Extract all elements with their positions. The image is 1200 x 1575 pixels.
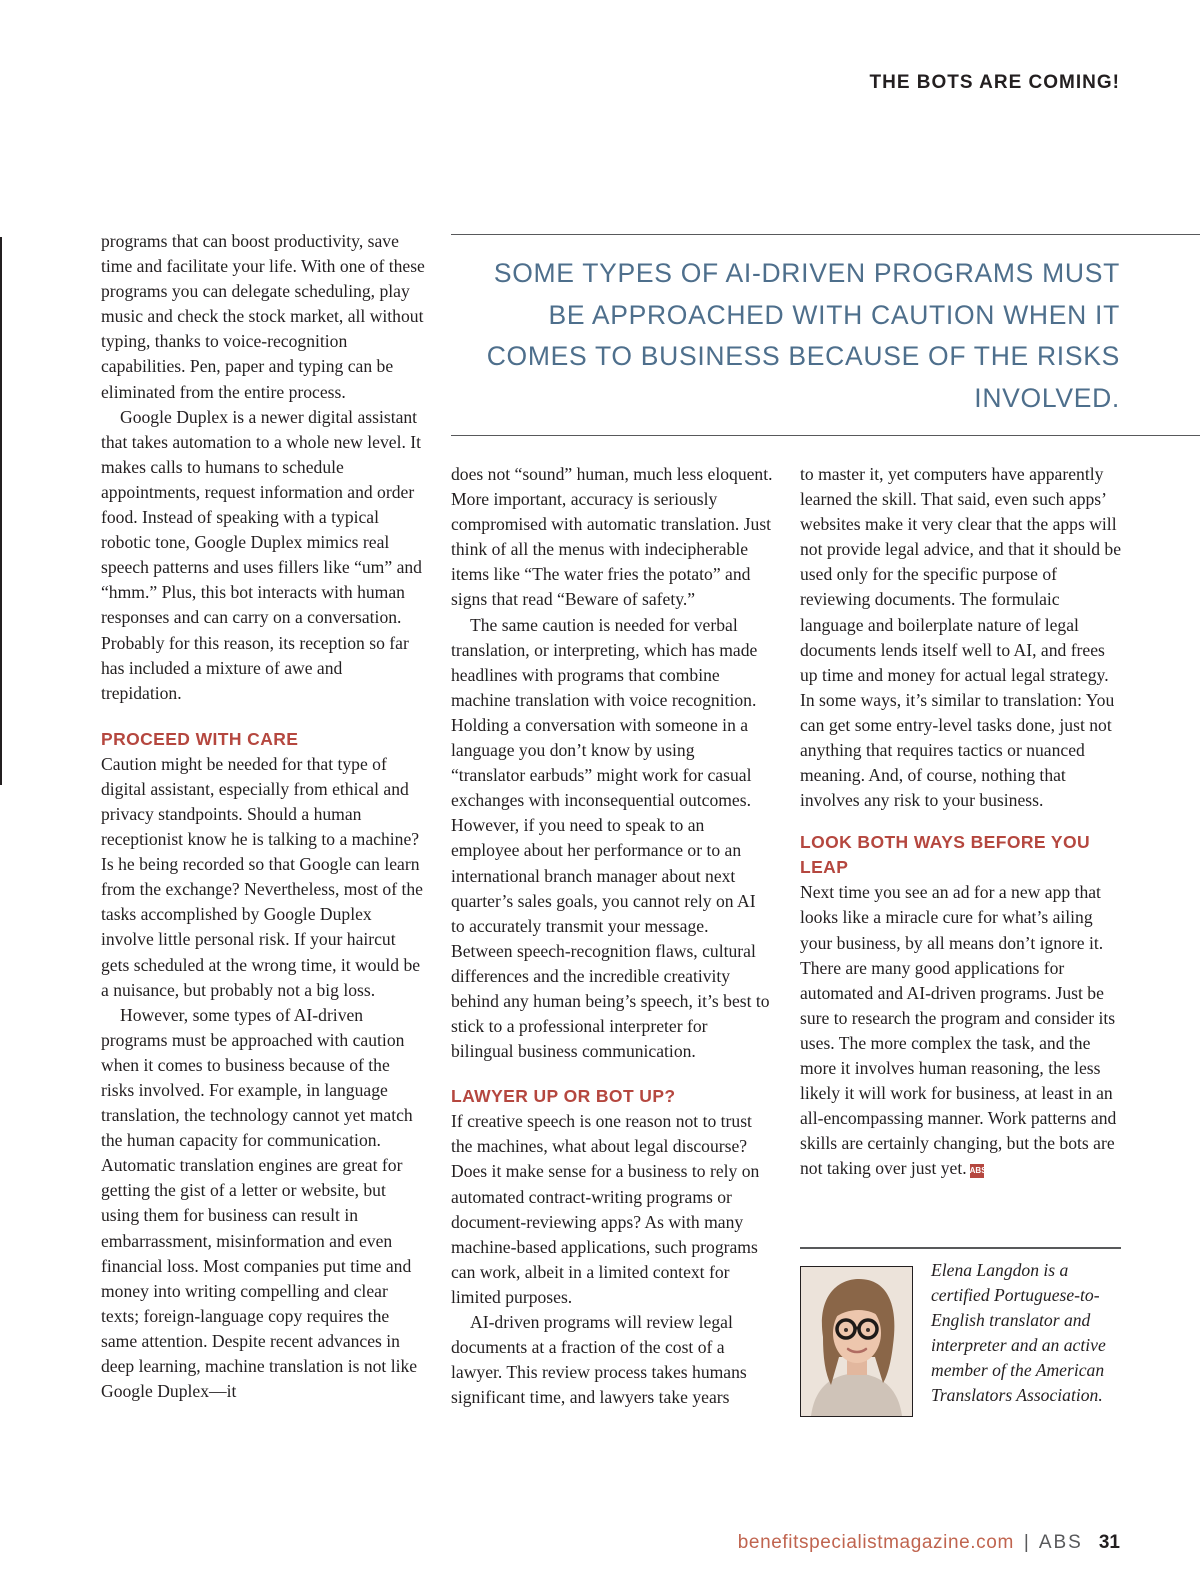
- footer-website: benefitspecialistmagazine.com: [737, 1532, 1014, 1553]
- body-paragraph: Google Duplex is a newer digital assistant that takes automation to a whole new level. It makes calls to humans to schedule appointments, request information and order food. Instead of speaking with a typical robotic tone, Google Duplex mimics real speech patterns and uses fillers like “um” and “hmm.” Plus, this bot interacts with human responses and can carry on a conversation. Probably for this reason, its reception so far has included a mixture of awe and trepidation.: [101, 406, 422, 703]
- article-column-1: [101, 229, 426, 1404]
- running-head: THE BOTS ARE COMING!: [869, 72, 1120, 93]
- body-paragraph: does not “sound” human, much less eloquent. More important, accuracy is seriously compromised with automatic translation. Just think of all the menus with indecipherable items like “The water fries the potato” and signs that read “Beware of safety.”: [451, 464, 773, 610]
- body-paragraph: However, some types of AI-driven programs must be approached with caution when it comes to business because of the risks involved. For example, in language translation, the technology cannot yet match the human capacity for communication. Automatic translation engines are great for getting the gist of a letter or website, but using them for business can result in embarrassment, misinformation and even financial loss. Most companies put time and money into writing compelling and clear texts; foreign-language copy requires the same attention. Despite recent advances in deep learning, machine translation is not like Google Duplex—it: [101, 1004, 418, 1402]
- footer-separator: |: [1023, 1532, 1029, 1553]
- article-column-2: [451, 462, 773, 1410]
- section-heading-look-both-ways: LOOK BOTH WAYS BEFORE YOU LEAP: [800, 832, 1091, 878]
- body-paragraph: If creative speech is one reason not to trust the machines, what about legal discourse? Does it make sense for a business to rely on automated contract-writing programs or document-reviewing apps? As with many machine-based applications, such programs can work, albeit in a limited context for limited purposes.: [451, 1111, 760, 1307]
- body-paragraph: to master it, yet computers have apparently learned the skill. That said, even such apps’ websites make it very clear that the apps will not provide legal advice, and that it should be used only for the specific purpose of reviewing documents. The formulaic language and boilerplate nature of legal documents lends itself well to AI, and frees up time and money for actual legal strategy. In some ways, it’s similar to translation: You can get some entry-level tasks done, just not anything that requires tactics or nuanced meaning. And, of course, nothing that involves any risk to your business.: [800, 464, 1122, 811]
- bio-rule: [800, 1247, 1121, 1249]
- pull-quote: SOME TYPES OF AI-DRIVEN PROGRAMS MUST BE APPROACHED WITH CAUTION WHEN IT COMES TO BUSINESS BECAUSE OF THE RISKS INVOLVED.: [486, 258, 1120, 413]
- footer-magazine: ABS: [1038, 1532, 1083, 1553]
- section-heading-proceed-with-care: PROCEED WITH CARE: [101, 728, 299, 749]
- body-paragraph: The same caution is needed for verbal translation, or interpreting, which has made headlines with programs that combine machine translation with voice recognition. Holding a conversation with someone in a language you don’t know by using “translator earbuds” might work for casual exchanges with inconsequential outcomes. However, if you need to speak to an employee about her performance or to an international branch manager about next quarter’s sales goals, you cannot rely on AI to accurately transmit your message. Between speech-recognition flaws, cultural differences and the incredible creativity behind any human being’s speech, it’s best to stick to a professional interpreter for bilingual business communication.: [451, 614, 770, 1062]
- pull-quote-top-rule: [451, 234, 1200, 235]
- body-paragraph: [800, 880, 1122, 1181]
- author-bio: Elena Langdon is a certified Portuguese-to-English translator and interpreter and an active member of the American Translators Association.: [931, 1260, 1106, 1405]
- closing-paragraph-text: Next time you see an ad for a new app that looks like a miracle cure for what’s ailing your business, by all means don’t ignore it. There are many good applications for automated and AI-driven programs. Just be sure to research the program and consider its uses. The more complex the task, and the more it involves human reasoning, the less likely it will work for business, at least in an all-encompassing manner. Work patterns and skills are certainly changing, but the bots are not taking over just yet.: [800, 882, 1117, 1179]
- body-paragraph: AI-driven programs will review legal documents at a fraction of the cost of a lawyer. This review process takes humans significant time, and lawyers take years: [451, 1312, 747, 1408]
- page-number: 31: [1098, 1532, 1120, 1553]
- author-portrait-icon: [801, 1267, 912, 1416]
- article-column-3: [800, 462, 1122, 1181]
- page-footer: [738, 1532, 1120, 1554]
- section-heading-lawyer-up: LAWYER UP OR BOT UP?: [451, 1086, 676, 1107]
- margin-rule: [0, 237, 2, 785]
- body-paragraph: Caution might be needed for that type of digital assistant, especially from ethical and privacy standpoints. Should a human receptionist know he is talking to a machine? Is he being recorded so that Google can learn from the exchange? Nevertheless, most of the tasks accomplished by Google Duplex involve little personal risk. If your haircut gets scheduled at the wrong time, it would be a nuisance, but probably not a big loss.: [101, 753, 423, 1000]
- end-mark-icon: ABS: [970, 1164, 984, 1178]
- body-paragraph: programs that can boost productivity, save time and facilitate your life. With one of these programs you can delegate scheduling, play music and check the stock market, all without typing, thanks to voice-recognition capabilities. Pen, paper and typing can be eliminated from the entire process.: [101, 231, 425, 402]
- pull-quote-bottom-rule: [451, 435, 1200, 436]
- author-photo: [800, 1266, 913, 1417]
